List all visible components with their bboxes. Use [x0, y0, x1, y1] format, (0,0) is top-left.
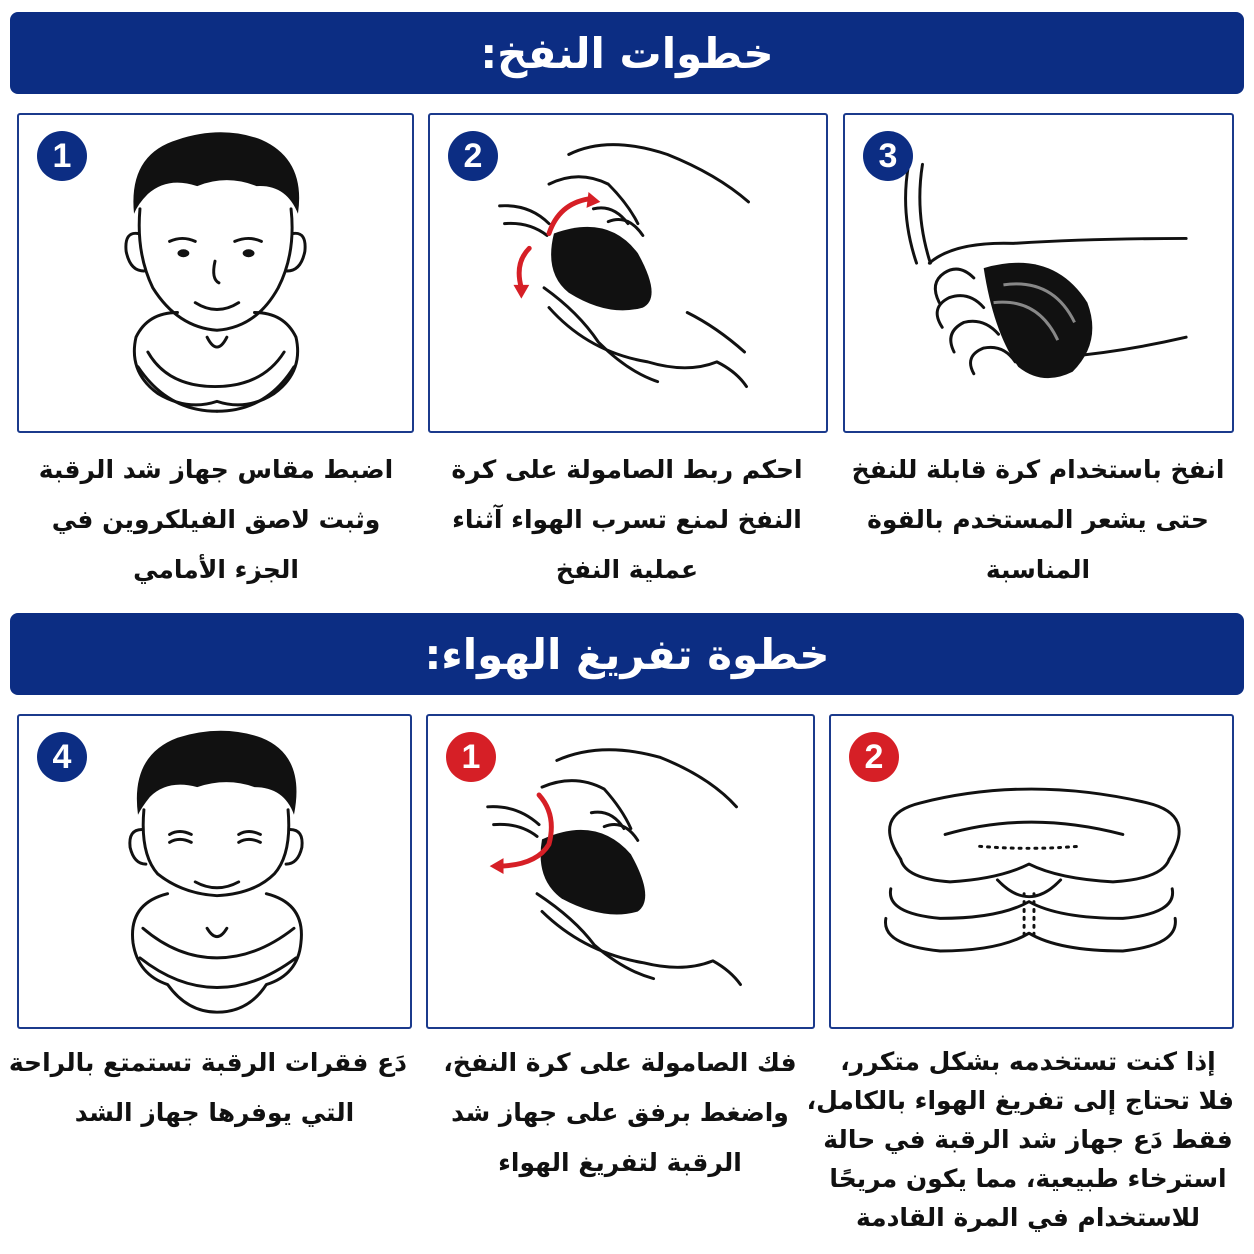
step-2-panel	[428, 113, 828, 433]
caption-line: اضبط مقاس جهاز شد الرقبة	[38, 455, 394, 484]
deflate-section-title: خطوة تفريغ الهواء:	[424, 629, 830, 679]
caption-line: الرقبة لتفريغ الهواء	[498, 1148, 742, 1177]
step-1-badge: 1	[37, 131, 87, 181]
deflate-step-1-badge: 1	[446, 732, 496, 782]
step-2-badge: 2	[448, 131, 498, 181]
caption-line: فلا تحتاج إلى تفريغ الهواء بالكامل،	[806, 1086, 1234, 1115]
caption-line: استرخاء طبيعية، مما يكون مريحًا	[829, 1164, 1227, 1193]
caption-line: وثبت لاصق الفيلكروين في	[51, 505, 381, 534]
deflate-step-1-caption	[430, 1038, 810, 1188]
caption-line: النفخ لمنع تسرب الهواء آثناء	[452, 505, 802, 534]
caption-line: عملية النفخ	[555, 555, 699, 584]
caption-line: التي يوفرها جهاز الشد	[74, 1098, 355, 1127]
step-3-badge: 3	[863, 131, 913, 181]
inflate-section-banner	[10, 12, 1244, 94]
deflate-step-2-panel	[829, 714, 1234, 1029]
deflate-step-2-badge: 2	[849, 732, 899, 782]
caption-line: دَع فقرات الرقبة تستمتع بالراحة	[8, 1048, 407, 1077]
step-3-caption	[846, 445, 1230, 595]
caption-line: احكم ربط الصامولة على كرة	[451, 455, 803, 484]
step-4-badge: 4	[37, 732, 87, 782]
caption-line: المناسبة	[985, 555, 1091, 584]
caption-line: الجزء الأمامي	[133, 555, 299, 584]
step-4-caption	[8, 1038, 407, 1138]
caption-line: فقط دَع جهاز شد الرقبة في حالة	[823, 1125, 1233, 1154]
deflate-section-banner	[10, 613, 1244, 695]
caption-line: حتى يشعر المستخدم بالقوة	[867, 505, 1209, 534]
step-3-panel	[843, 113, 1234, 433]
step-2-caption	[432, 445, 822, 595]
caption-line: واضغط برفق على جهاز شد	[451, 1098, 789, 1127]
deflate-step-1-panel	[426, 714, 815, 1029]
caption-line: فك الصامولة على كرة النفخ،	[443, 1048, 797, 1077]
step-1-panel	[17, 113, 414, 433]
caption-line: للاستخدام في المرة القادمة	[855, 1203, 1201, 1232]
caption-line: إذا كنت تستخدمه بشكل متكرر،	[840, 1047, 1216, 1076]
step-1-caption	[22, 445, 410, 595]
step-4-panel	[17, 714, 412, 1029]
inflate-section-title: خطوات النفخ:	[480, 28, 774, 78]
caption-line: انفخ باستخدام كرة قابلة للنفخ	[851, 455, 1225, 484]
deflate-step-2-caption	[806, 1042, 1234, 1237]
